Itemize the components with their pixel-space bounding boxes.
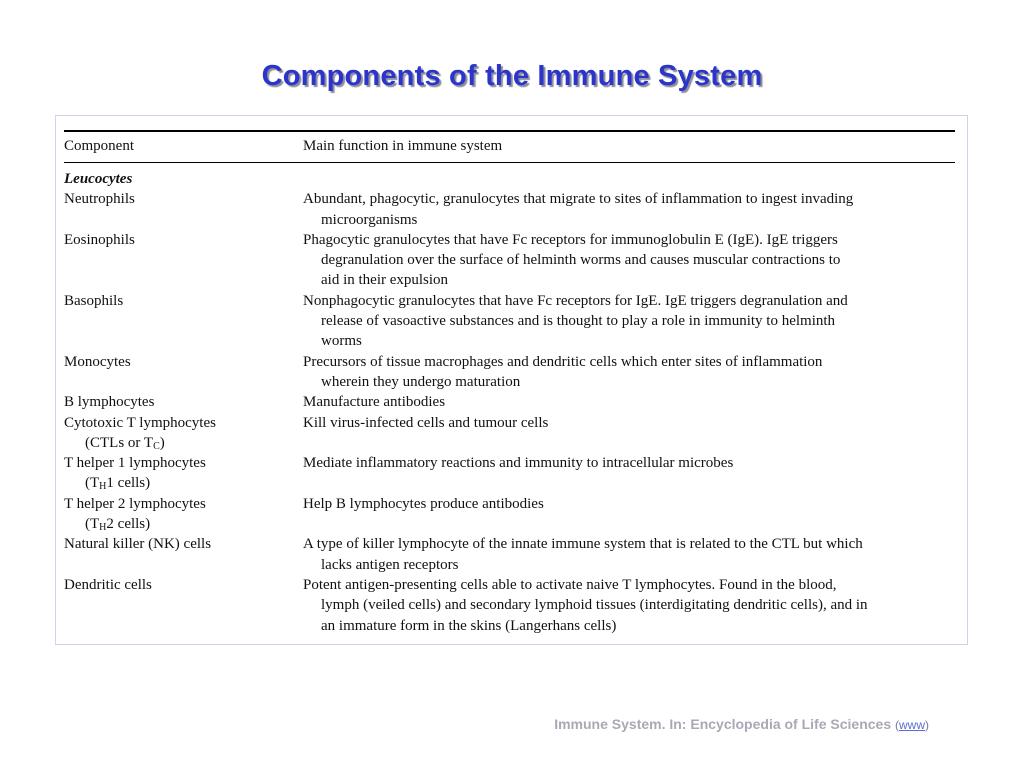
function-text: Manufacture antibodies [303,394,446,411]
component-name: T helper 2 lymphocytes [64,495,206,512]
component-abbrev: ($T_H1$ cells) [85,475,151,493]
component-name: Natural killer (NK) cells [64,536,212,553]
component-name: Neutrophils [64,191,135,208]
section-label: Leucocytes [64,171,133,187]
component-name: Monocytes [64,353,131,370]
function-text: Kill virus-infected cells and tumour cells [303,414,549,431]
function-text: aid in their expulsion [321,272,449,289]
table-row [64,189,957,230]
components-table [55,115,968,645]
function-text: Potent antigen-presenting cells able to activate naive T lymphocytes. Found in the blood, [303,576,837,593]
table-row [64,453,957,494]
component-name: B lymphocytes [64,394,155,411]
table-header-rule [64,162,955,163]
function-text: wherein they undergo maturation [321,373,521,390]
function-text: A type of killer lymphocyte of the innate immune system that is related to the CTL but which [303,536,863,553]
function-text: release of vasoactive substances and is thought to play a role in immunity to helminth [321,313,836,330]
component-name: Basophils [64,292,124,309]
component-abbrev: (CTLs or $T_C$) [85,434,165,452]
table-row [64,291,957,352]
function-text: degranulation over the surface of helminth worms and causes muscular contractions to [321,252,841,269]
table-row [64,413,957,454]
slide-title: Components of the Immune System [261,60,763,92]
header-function: Main function in immune system [303,138,503,154]
header-component: Component [64,138,134,154]
www-link[interactable]: www [899,718,925,732]
function-text: lymph (veiled cells) and secondary lymphoid tissues (interdigitating dendritic cells), and in [321,597,868,614]
table-row [64,392,957,412]
table-body [64,169,957,636]
function-text: Help B lymphocytes produce antibodies [303,495,544,512]
table-row [64,230,957,291]
function-text: Precursors of tissue macrophages and dendritic cells which enter sites of inflammation [303,353,823,370]
component-name: T helper 1 lymphocytes [64,455,206,472]
function-text: an immature form in the skins (Langerhans cells) [321,617,617,634]
table-row [64,494,957,535]
function-text: worms [321,333,362,350]
component-abbrev: ($T_H2$ cells) [85,516,151,534]
function-text: Abundant, phagocytic, granulocytes that migrate to sites of inflammation to ingest invading [303,191,854,208]
section-row [64,169,957,189]
component-name: Dendritic cells [64,576,152,593]
table-row [64,575,957,636]
function-text: Nonphagocytic granulocytes that have Fc receptors for IgE. IgE triggers degranulation and [303,292,848,309]
function-text: Phagocytic granulocytes that have Fc receptors for immunoglobulin E (IgE). IgE triggers [303,231,838,248]
citation-text: Immune System. In: Encyclopedia of Life Sciences [554,716,892,732]
function-text: microorganisms [321,211,418,228]
table-row [64,534,957,575]
component-name: Cytotoxic T lymphocytes [64,414,216,431]
function-text: Mediate inflammatory reactions and immunity to intracellular microbes [303,455,734,472]
source-citation: Immune System. In: Encyclopedia of Life Sciences (www) [554,716,929,732]
table-row [64,352,957,393]
function-text: lacks antigen receptors [321,556,459,573]
table-top-rule [64,130,955,132]
component-name: Eosinophils [64,231,135,248]
